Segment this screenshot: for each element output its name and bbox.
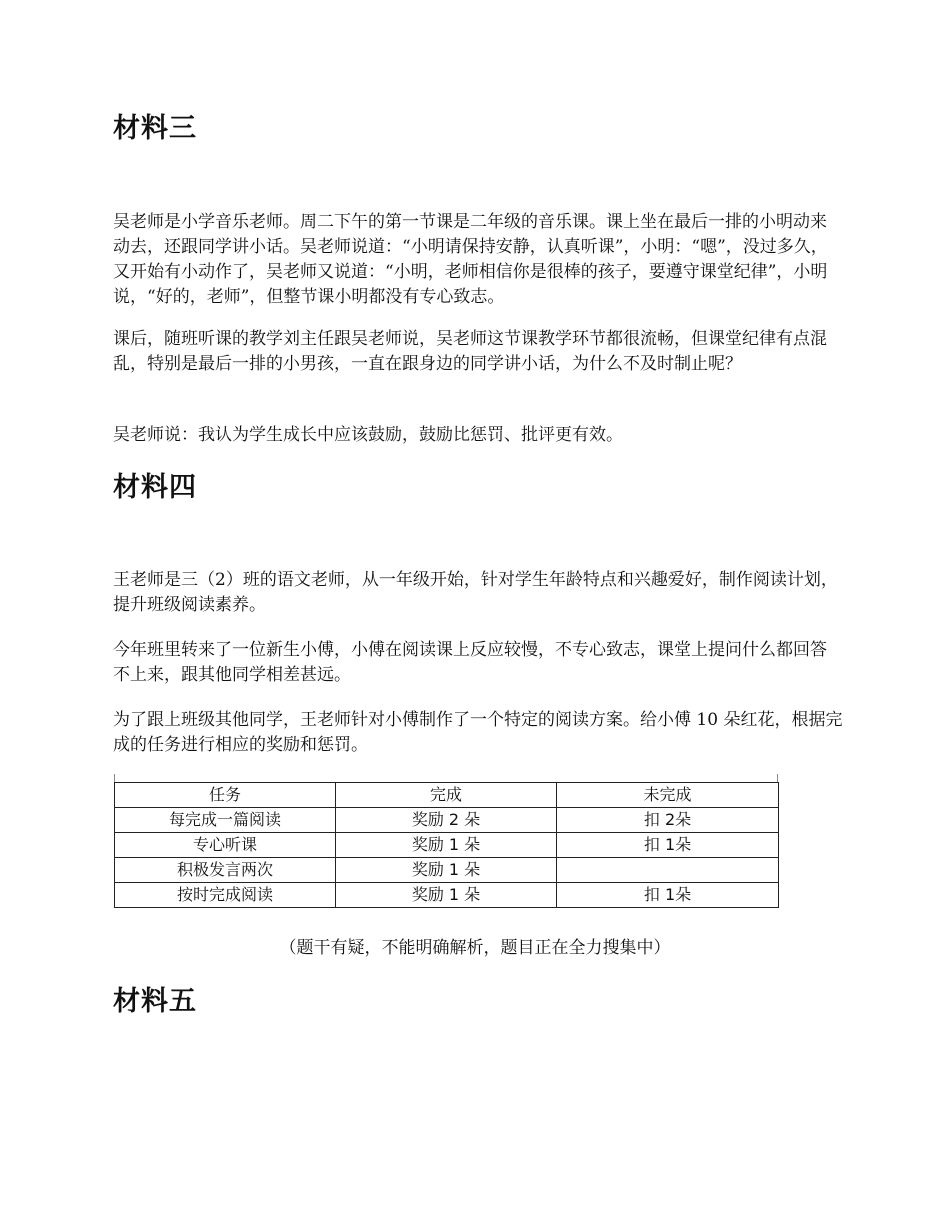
table-header-not-completed: 未完成	[557, 783, 779, 808]
table-header-task: 任务	[115, 783, 336, 808]
heading-material-5: 材料五	[113, 986, 197, 1017]
table-header-row	[115, 783, 779, 808]
table-cell-reward: 奖励 1 朵	[336, 858, 557, 883]
table-cell-penalty	[557, 858, 779, 883]
table-header-completed: 完成	[336, 783, 557, 808]
table-cell-penalty: 扣 1朵	[557, 833, 779, 858]
reward-table	[114, 782, 779, 908]
material-3-paragraph-2: 课后，随班听课的教学刘主任跟吴老师说，吴老师这节课教学环节都很流畅，但课堂纪律有点混乱，特别是最后一排的小男孩，一直在跟身边的同学讲小话，为什么不及时制止呢？	[113, 329, 827, 374]
table-cell-reward: 奖励 2 朵	[336, 808, 557, 833]
material-3-paragraph-3: 吴老师说：我认为学生成长中应该鼓励，鼓励比惩罚、批评更有效。	[113, 425, 623, 445]
table-corner-mark-left	[114, 774, 115, 782]
table-cell-reward: 奖励 1 朵	[336, 833, 557, 858]
table-cell-penalty: 扣 2朵	[557, 808, 779, 833]
material-3-paragraph-1: 吴老师是小学音乐老师。周二下午的第一节课是二年级的音乐课。课上坐在最后一排的小明动来动去，还跟同学讲小话。吴老师说道：“小明请保持安静，认真听课”，小明：“嗯”，没过多久，又开始有小动作了，吴老师又说道：“小明，老师相信你是很棒的孩子，要遵守课堂纪律”，小明说，“好的，老师”，但整节课小明都没有专心致志。	[113, 212, 828, 307]
table-cell-task: 按时完成阅读	[115, 883, 336, 908]
heading-material-3: 材料三	[113, 113, 197, 144]
material-4-note: （题干有疑，不能明确解析，题目正在全力搜集中）	[279, 938, 671, 958]
material-4-paragraph-2: 今年班里转来了一位新生小傅，小傅在阅读课上反应较慢，不专心致志，课堂上提问什么都回答不上来，跟其他同学相差甚远。	[113, 640, 827, 685]
material-4-paragraph-1: 王老师是三（2）班的语文老师，从一年级开始，针对学生年龄特点和兴趣爱好，制作阅读计划，提升班级阅读素养。	[113, 570, 838, 615]
table-row	[115, 808, 779, 833]
table-row	[115, 833, 779, 858]
table-cell-penalty: 扣 1朵	[557, 883, 779, 908]
table-cell-task: 每完成一篇阅读	[115, 808, 336, 833]
table-row	[115, 883, 779, 908]
heading-material-4: 材料四	[113, 472, 197, 503]
table-corner-mark-right	[777, 774, 778, 782]
reward-table-container	[114, 782, 778, 908]
table-cell-task: 专心听课	[115, 833, 336, 858]
material-4-paragraph-3: 为了跟上班级其他同学，王老师针对小傅制作了一个特定的阅读方案。给小傅 10 朵红花，根据完成的任务进行相应的奖励和惩罚。	[113, 710, 843, 755]
table-cell-task: 积极发言两次	[115, 858, 336, 883]
table-row	[115, 858, 779, 883]
table-cell-reward: 奖励 1 朵	[336, 883, 557, 908]
